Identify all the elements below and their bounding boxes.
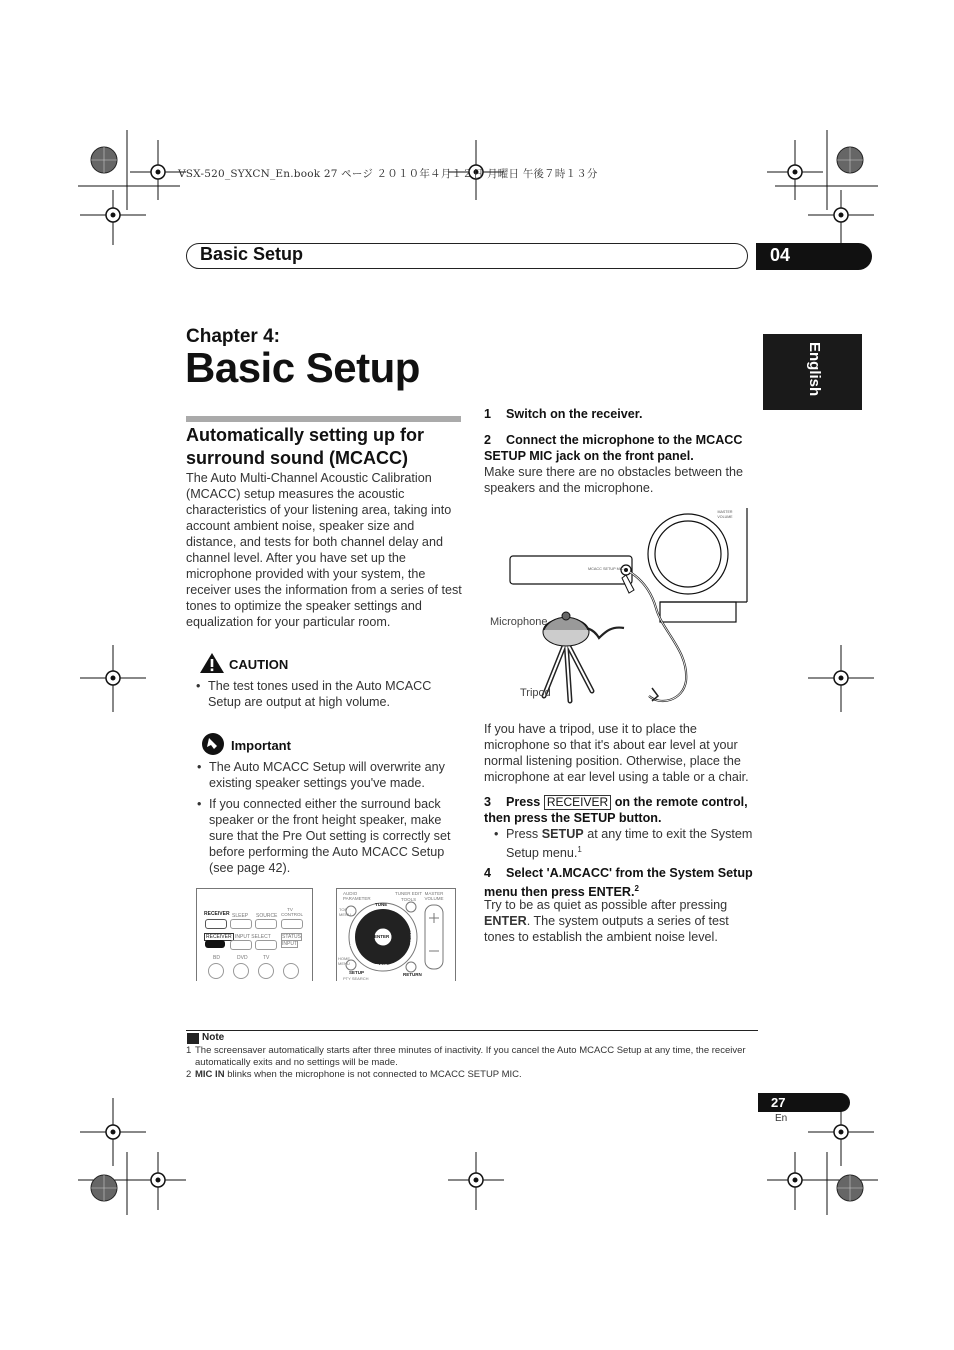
- remote-button-receiver: [205, 919, 227, 929]
- remote-label: RETURN: [403, 972, 422, 977]
- bullet-dot: •: [197, 760, 202, 774]
- remote-button: [230, 919, 252, 929]
- note-rule: [186, 1030, 758, 1031]
- remote-label: MASTER VOLUME: [424, 891, 444, 901]
- language-tab-label: English: [806, 342, 823, 397]
- remote-label: SETUP: [349, 970, 365, 975]
- chapter-number-badge: 04: [756, 243, 872, 270]
- footnote-2: [195, 1069, 755, 1081]
- remote-button: [230, 940, 252, 950]
- page-title: Basic Setup: [185, 344, 420, 391]
- important-item: [197, 796, 461, 876]
- remote-label: SLEEP: [232, 913, 249, 919]
- remote-label: RECEIVER: [206, 934, 232, 940]
- footnote-number: 1: [186, 1045, 192, 1056]
- remote-label: ENTER: [374, 934, 390, 939]
- important-item-text: If you connected either the surround back speaker or the front height speaker, make sure that the Pre Out setting is correctly set before performing the Auto MCACC Setup (see page 42).: [209, 797, 451, 875]
- remote-illustration-left: [196, 888, 313, 981]
- microphone-setup-diagram: [484, 506, 764, 711]
- remote-button: [233, 963, 249, 979]
- remote-label: TUNE: [375, 902, 388, 907]
- step-text: Press: [506, 827, 539, 841]
- remote-button-receiver: [205, 940, 225, 948]
- chapter-label: Chapter 4:: [186, 326, 280, 347]
- diagram-tripod-label: Tripod: [520, 687, 551, 699]
- remote-label: INPUT: [282, 941, 297, 947]
- remote-button: [258, 963, 274, 979]
- step-text: Connect the microphone to the MCACC SETUP MIC jack on the front panel.: [484, 433, 743, 463]
- step-text: on the remote control, then press the SETUP button.: [484, 795, 748, 825]
- page-number: 27: [758, 1093, 850, 1112]
- section-intro: The Auto Multi-Channel Acoustic Calibration (MCACC) setup measures the acoustic characteristics of your listening area, taking into account ambient noise, speaker size and distance, and tests for both channel delay and channel level. After you have set up the microphone provided with your system, the receiver uses the information from a series of test tones to optimize the speaker settings and equalization for your particular room.: [186, 471, 462, 629]
- enter-key: ENTER: [484, 914, 527, 928]
- remote-dpad: [337, 889, 457, 982]
- warning-icon: [199, 652, 225, 674]
- setup-key: SETUP: [541, 827, 584, 841]
- important-item: [197, 759, 459, 791]
- remote-illustration-right: [336, 888, 456, 981]
- important-icon: [201, 732, 225, 756]
- diagram-microphone-label: Microphone: [490, 616, 548, 628]
- remote-label: TOP MENU: [339, 907, 351, 917]
- receiver-key: RECEIVER: [544, 795, 611, 810]
- remote-label: TV CONTROL: [281, 907, 304, 917]
- step-4-detail: [484, 897, 760, 945]
- step-number: 2: [484, 433, 492, 447]
- step-text: Select 'A.MCACC' from the System Setup menu then press ENTER.: [484, 866, 753, 900]
- remote-button: [283, 963, 299, 979]
- section-rule: [186, 416, 461, 422]
- remote-button: [281, 919, 303, 929]
- bullet-dot: •: [197, 797, 202, 811]
- important-label: Important: [231, 738, 291, 753]
- remote-label: DVD: [237, 955, 248, 961]
- remote-label: TUNER EDIT: [395, 891, 422, 896]
- remote-button: [255, 940, 277, 950]
- step-text: Switch on the receiver.: [506, 407, 643, 421]
- remote-label: BD: [213, 955, 220, 961]
- note-label: Note: [202, 1032, 225, 1043]
- footnote-ref: 2: [634, 884, 639, 893]
- remote-label: INPUT SELECT: [235, 934, 271, 940]
- step-1: [484, 406, 764, 422]
- section-title: Automatically setting up for surround sound (MCACC): [186, 425, 425, 468]
- remote-label: AUDIO PARAMETER: [343, 891, 371, 901]
- page-language: En: [775, 1113, 788, 1124]
- remote-label: PRESET: [409, 929, 414, 948]
- step-3: [484, 794, 760, 826]
- step-number: 3: [484, 795, 492, 809]
- important-item-text: The Auto MCACC Setup will overwrite any existing speaker settings you've made.: [209, 760, 445, 790]
- note-icon: [187, 1033, 199, 1044]
- remote-label: PTY SEARCH: [343, 976, 369, 981]
- step-number: 4: [484, 866, 492, 880]
- step-2: [484, 432, 760, 464]
- step-text: at any time to exit the System Setup menu.: [506, 827, 753, 861]
- remote-button: [255, 919, 277, 929]
- remote-label: HOME MENU: [338, 956, 350, 966]
- footnote-text: blinks when the microphone is not connected to MCACC SETUP MIC.: [227, 1069, 522, 1080]
- footnote-number: 2: [186, 1069, 192, 1080]
- step-3-bullet: [494, 826, 762, 861]
- tripod-note: If you have a tripod, use it to place the microphone so that it's about ear level at your normal listening position. Otherwise, place the microphone at ear level using a table or a chair.: [484, 722, 749, 784]
- step-4: [484, 865, 760, 900]
- step-text: Try to be as quiet as possible after pressing: [484, 898, 728, 912]
- footnote-ref: 1: [577, 845, 582, 854]
- remote-label: TV: [263, 955, 270, 961]
- bullet-dot: •: [494, 827, 499, 841]
- print-info-line: VSX-520_SYXCN_En.book 27 ページ ２０１０年４月１２日 月曜日 午後７時１３分: [178, 168, 598, 180]
- remote-label: PRESET: [349, 929, 354, 948]
- mic-in-label: MIC IN: [195, 1069, 225, 1080]
- step-number: 1: [484, 407, 492, 421]
- diagram-knob-label: MASTER VOLUME: [717, 510, 733, 519]
- remote-label: SOURCE: [256, 913, 278, 919]
- remote-label: TUNE: [375, 963, 388, 968]
- caution-item: [196, 678, 458, 710]
- header-title: Basic Setup: [200, 244, 304, 264]
- remote-label: RECEIVER: [204, 911, 230, 917]
- footnote-1: The screensaver automatically starts after three minutes of inactivity. If you cancel the Auto MCACC Setup at any time, the receiver automatically exits and no settings will be made.: [195, 1045, 746, 1068]
- remote-label: TOOLS: [401, 897, 417, 902]
- bullet-dot: •: [196, 679, 201, 693]
- diagram-jack-label: MCACC SETUP MIC: [588, 567, 624, 571]
- caution-item-text: The test tones used in the Auto MCACC Setup are output at high volume.: [208, 679, 432, 709]
- step-text: . The system outputs a series of test tones to establish the ambient noise level.: [484, 914, 729, 944]
- step-text: Press: [506, 795, 541, 809]
- caution-label: CAUTION: [229, 657, 289, 672]
- step-2-detail: Make sure there are no obstacles between the speakers and the microphone.: [484, 465, 744, 495]
- remote-label: STATUS: [282, 934, 301, 940]
- remote-button: [208, 963, 224, 979]
